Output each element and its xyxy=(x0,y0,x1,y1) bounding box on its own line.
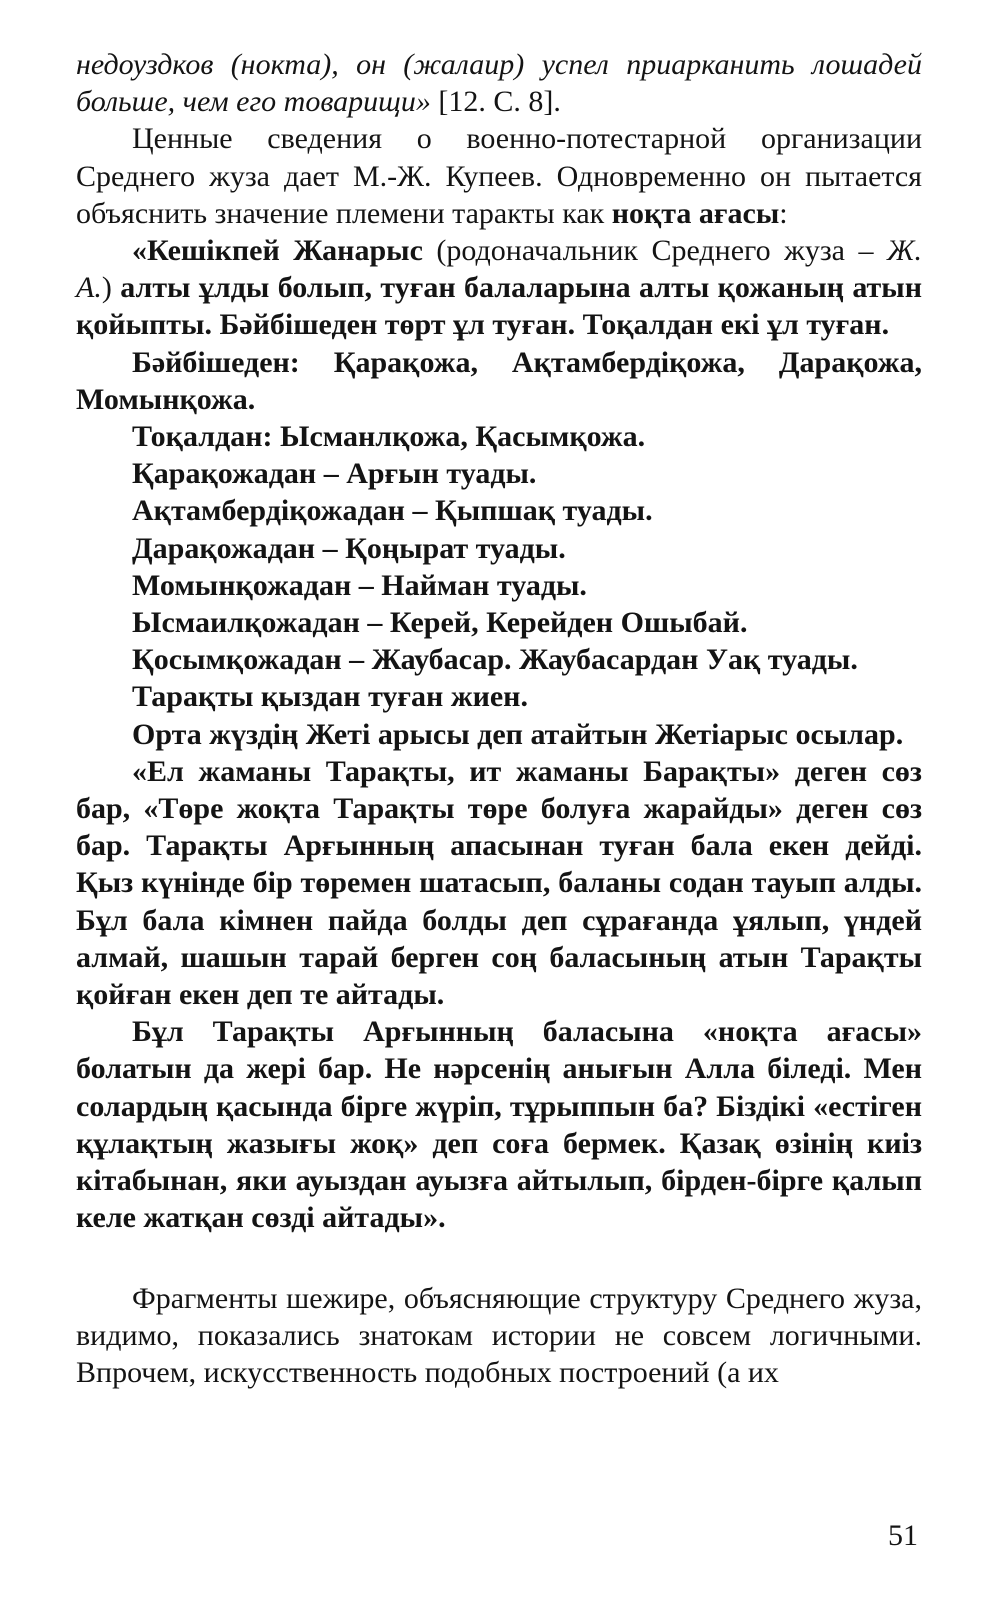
editor-note-open: (родоначальник Среднего жуза – xyxy=(422,234,888,268)
tarakty-legend-paragraph: «Ел жаманы Тарақты, ит жаманы Барақты» деген сөз бар, «Төре жоқта Тарақты төре болуға жарайды» деген сөз бар. Тарақты Арғынның апасынан туған бала екен дейді. Қыз күнінде бір төремен шатасып, баланы содан тауып алды. Бұл бала кімнен пайда болды деп сұрағанда ұялып, үндей алмай, шашын тарай берген соң баласының атын Тарақты қойған екен деп те айтады. xyxy=(76,754,922,1012)
genealogy-line-4: Дарақожадан – Қоңырат туады. xyxy=(132,531,566,565)
genealogy-line-6: Ысмаилқожадан – Керей, Керейден Ошыбай. xyxy=(132,606,748,640)
zhetiarys-paragraph: Орта жүздің Жеті арысы деп атайтын Жетіарыс осылар. xyxy=(132,717,904,751)
term-nokta-agasy: ноқта ағасы xyxy=(611,196,780,230)
quote-body: алты ұлды болып, туған балаларына алты қожаның атын қойыпты. Бәйбішеден төрт ұл туған. Тоқалдан екі ұл туған. xyxy=(76,271,922,342)
colon: : xyxy=(779,196,788,230)
page-number: 51 xyxy=(888,1519,918,1552)
paragraph-kupeev xyxy=(76,120,922,232)
shezhire-commentary-paragraph: Фрагменты шежире, объясняющие структуру Среднего жуза, видимо, показались знатокам истории не совсем логичными. Впрочем, искусственность подобных построений (а их xyxy=(76,1281,922,1389)
genealogy-line-1: Тоқалдан: Ысманлқожа, Қасымқожа. xyxy=(132,420,646,454)
quote-start: «Кешікпей Жанарыс xyxy=(132,234,423,268)
reference: [12. С. 8]. xyxy=(430,85,561,119)
quote-italic-text: недоуздков (нокта), он (жалаир) успел приарканить лошадей больше, чем его товарищи» xyxy=(76,48,922,119)
genealogy-line-3: Ақтамбердіқожадан – Қыпшақ туады. xyxy=(132,494,653,528)
genealogy-line-2: Қарақожадан – Арғын туады. xyxy=(132,457,537,491)
baybishe-sons: Бәйбішеден: Қарақожа, Ақтамбердіқожа, Дарақожа, Момынқожа. xyxy=(76,345,922,416)
quote-kazakh-intro xyxy=(76,232,922,344)
text-column xyxy=(76,46,922,1391)
genealogy-line-8: Тарақты қыздан туған жиен. xyxy=(132,680,528,714)
genealogy-line-5: Момынқожадан – Найман туады. xyxy=(132,568,587,602)
editor-initials: Ж. А. xyxy=(76,234,922,305)
nokta-agasy-paragraph: Бұл Тарақты Арғынның баласына «ноқта ағасы» болатын да жері бар. Не нәрсенің анығын Алла біледі. Мен солардың қасында бірге жүріп, тұрыппын ба? Біздікі «естіген құлақтың жазығы жоқ» деп соға бермек. Қазақ өзінің киіз кітабынан, яки ауыздан ауызға айтылып, бірден-бірге қалып келе жатқан сөзді айтады». xyxy=(76,1015,922,1235)
editor-note-close: ) xyxy=(101,271,121,305)
quote-continuation xyxy=(76,46,922,120)
genealogy-line-7: Қосымқожадан – Жаубасар. Жаубасардан Уақ туады. xyxy=(132,643,858,677)
paragraph-text: Ценные сведения о военно-потестарной организации Среднего жуза дает М.-Ж. Купеев. Одновременно он пытается объяснить значение племени таракты как xyxy=(76,122,922,230)
